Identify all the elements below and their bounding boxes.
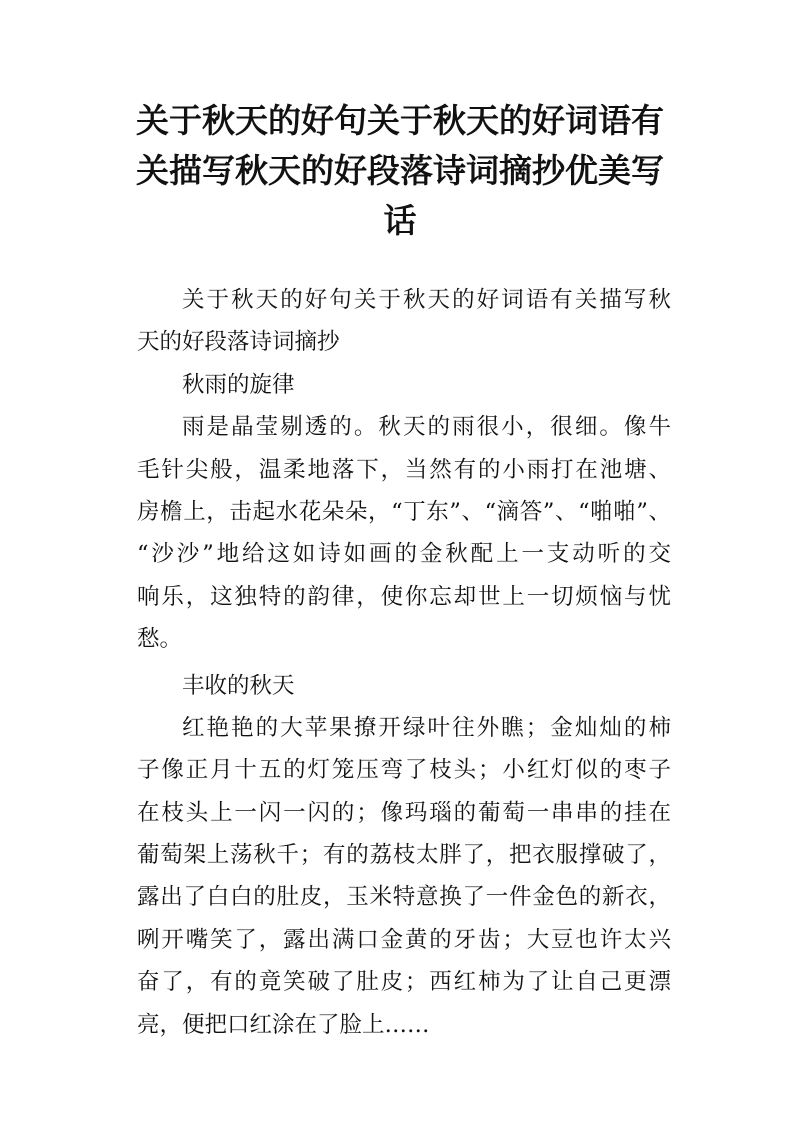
paragraph-harvest-autumn bbox=[137, 707, 671, 1046]
section-heading: 丰收的秋天 bbox=[182, 672, 295, 699]
text-line: 房檐上，击起水花朵朵，“丁东”、“滴答”、“啪啪”、 bbox=[137, 498, 671, 525]
intro-paragraph bbox=[137, 279, 671, 364]
title-line: 关描写秋天的好段落诗词摘抄优美写 bbox=[136, 151, 664, 190]
section-heading: 秋雨的旋律 bbox=[182, 371, 295, 398]
text-line: 在枝头上一闪一闪的；像玛瑙的葡萄一串串的挂在 bbox=[137, 799, 671, 826]
text-line: 咧开嘴笑了，露出满口金黄的牙齿；大豆也许太兴 bbox=[137, 926, 671, 953]
text-line: 露出了白白的肚皮，玉米特意换了一件金色的新衣， bbox=[137, 884, 671, 911]
text-line: 愁。 bbox=[137, 626, 183, 653]
title-line: 关于秋天的好句关于秋天的好词语有 bbox=[136, 101, 664, 140]
text-line: 天的好段落诗词摘抄 bbox=[137, 329, 340, 356]
section-heading-harvest-autumn bbox=[137, 665, 671, 707]
text-line: 子像正月十五的灯笼压弯了枝头；小红灯似的枣子 bbox=[137, 757, 671, 784]
document-title bbox=[120, 96, 680, 246]
text-line: 响乐，这独特的韵律，使你忘却世上一切烦恼与忧 bbox=[137, 583, 671, 610]
text-line: 奋了，有的竟笑破了肚皮；西红柿为了让自己更漂 bbox=[137, 969, 671, 996]
text-line: 关于秋天的好句关于秋天的好词语有关描写秋 bbox=[182, 287, 671, 313]
text-line: 亮，便把口红涂在了脸上…… bbox=[137, 1011, 430, 1038]
text-line: 雨是晶莹剔透的。秋天的雨很小，很细。像牛 bbox=[182, 414, 671, 441]
text-line: 毛针尖般，温柔地落下，当然有的小雨打在池塘、 bbox=[137, 456, 671, 483]
text-line: “沙沙”地给这如诗如画的金秋配上一支动听的交 bbox=[137, 541, 671, 568]
text-line: 红艳艳的大苹果撩开绿叶往外瞧；金灿灿的柿 bbox=[182, 714, 671, 741]
text-line: 葡萄架上荡秋千；有的荔枝太胖了，把衣服撑破了， bbox=[137, 842, 671, 869]
title-line: 话 bbox=[383, 201, 417, 240]
paragraph-autumn-rain bbox=[137, 406, 671, 660]
document-body bbox=[137, 279, 671, 1046]
section-heading-autumn-rain bbox=[137, 364, 671, 406]
